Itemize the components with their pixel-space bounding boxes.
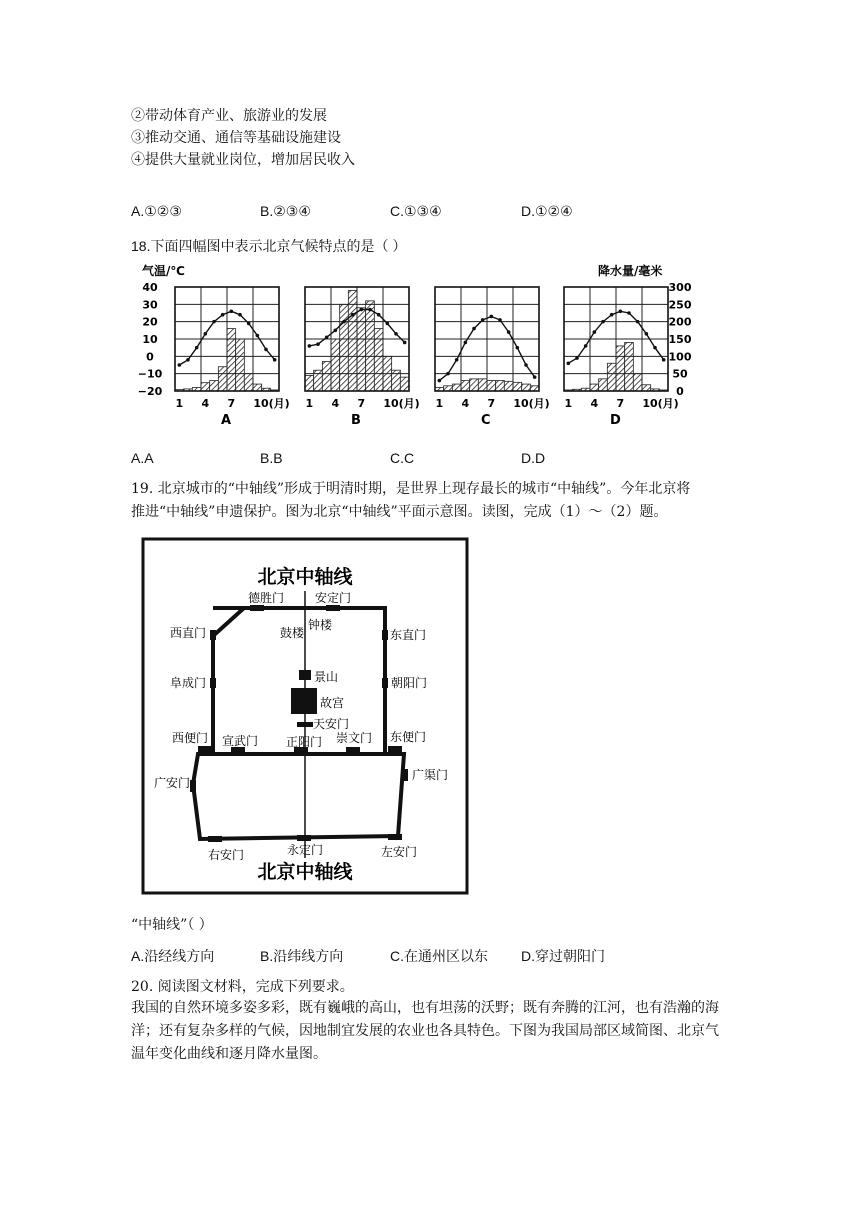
precip-bar [348,290,357,391]
temperature-point [238,313,242,317]
gulou: 鼓楼 [280,626,305,640]
temperature-point [386,322,390,326]
precip-bar [253,384,262,391]
precip-bar [607,363,616,391]
precip-bar [400,377,409,391]
temperature-point [567,361,571,365]
temperature-point [204,332,208,336]
precip-bar [218,367,227,391]
temp-tick-label: 0 [146,350,154,364]
gugong: 故宫 [320,696,345,710]
temperature-point [472,327,476,331]
q18-option-a[interactable]: A.A [131,450,154,466]
precip-bar [590,384,599,391]
month-tick-label: 10(月) [383,397,420,410]
climate-chart-d [564,287,679,428]
month-tick-label: 10(月) [642,397,679,410]
precip-bar [244,374,253,391]
q19-stem-line-1: 19. 北京城市的“中轴线”形成于明清时期，是世界上现存最长的城市“中轴线”。今年北京将 [131,481,691,497]
temperature-point [490,315,494,319]
climate-chart-a [175,287,290,428]
gate-xizhimen: 西直门 [170,626,207,640]
q19-option-d[interactable]: D.穿过朝阳门 [521,948,605,964]
q18-option-b[interactable]: B.B [260,450,283,466]
temperature-point [368,308,372,312]
gate-dongbianmen: 东便门 [390,730,427,744]
temperature-point [394,332,398,336]
temperature-point [230,309,234,313]
month-tick-label: 10(月) [253,397,290,410]
gate-chongwenmen: 崇文门 [336,731,373,745]
temperature-point [334,329,338,333]
precip-bar [210,381,219,391]
month-tick-label: 7 [487,397,496,410]
gate-fuchengmen: 阜成门 [170,676,207,690]
gate-andingmen: 安定门 [315,591,352,605]
q19-option-b[interactable]: B.沿纬线方向 [260,948,344,964]
precip-bar [642,385,651,391]
month-tick-label: 10(月) [513,397,550,410]
q19-option-c[interactable]: C.在通州区以东 [390,948,488,964]
precip-tick-label: 250 [668,298,692,312]
temperature-point [593,330,597,334]
gate-guangqumen: 广渠门 [412,768,449,782]
precip-bar [452,384,461,391]
precip-tick-label: 100 [668,350,692,364]
gate-zuoanmen: 左安门 [381,845,418,859]
temperature-point [533,375,537,379]
gate-yongdingmen: 永定门 [287,843,324,857]
precip-bar [227,329,236,391]
temperature-point [438,379,442,383]
precip-tick-label: 50 [672,367,688,381]
precip-bar [305,375,314,391]
month-tick-label: 1 [564,397,573,410]
temperature-point [627,311,631,315]
chart-label: B [351,413,361,428]
temperature-point [247,322,251,326]
precip-tick-label: 150 [668,333,692,346]
temperature-point [273,358,277,362]
precip-bar [599,379,608,391]
gate-deshengmen: 德胜门 [248,591,285,605]
precip-bar [236,339,245,391]
q17-item-2: ②带动体育产业、旅游业的发展 [131,108,327,124]
precip-bar [470,379,479,391]
month-tick-label: 1 [305,397,314,410]
q17-item-3: ③推动交通、通信等基础设施建设 [131,130,341,146]
q17-option-d[interactable]: D.①②④ [521,203,573,219]
temp-axis-label: 气温/℃ [142,264,185,278]
temperature-point [264,348,268,352]
gate-chaoyangmen: 朝阳门 [391,676,428,690]
temperature-point [178,363,182,367]
temperature-point [636,320,640,324]
temperature-point [212,320,216,324]
precip-bar [496,381,505,391]
month-tick-label: 4 [201,397,210,410]
month-tick-label: 1 [435,397,444,410]
temperature-point [308,344,312,348]
q17-option-c[interactable]: C.①③④ [390,203,442,219]
q18-stem: 18.下面四幅图中表示北京气候特点的是（ ） [131,238,407,254]
temperature-point [524,363,528,367]
climate-chart-c [435,287,550,428]
month-tick-label: 4 [590,397,599,410]
temperature-point [516,346,520,350]
zhonglou: 钟楼 [308,618,333,632]
temperature-point [186,358,190,362]
temperature-point [455,358,459,362]
temp-tick-label: 20 [142,315,158,329]
precip-bar [331,339,340,391]
jingshan: 景山 [314,670,339,684]
q19-option-a[interactable]: A.沿经线方向 [131,948,215,964]
gate-xuanwumen: 宣武门 [222,734,259,748]
temperature-point [325,335,329,339]
precip-bar [478,379,487,391]
gate-xibianmen: 西便门 [172,731,209,745]
month-tick-label: 7 [227,397,236,410]
temp-tick-label: −10 [137,367,163,381]
precip-tick-label: 300 [668,281,692,294]
precip-bar [340,304,349,391]
precip-bar [322,362,331,391]
precip-bar [633,374,642,391]
climate-chart-b [305,287,420,428]
temperature-point [610,313,614,317]
gate-zhengyangmen: 正阳门 [286,735,323,749]
temperature-point [377,313,381,317]
temperature-point [256,334,260,338]
temperature-point [481,318,485,322]
q19-sub-stem: “中轴线”（ ） [131,917,213,933]
temperature-point [316,342,320,346]
gate-dongzhimen: 东直门 [390,628,427,642]
temp-tick-label: 30 [142,298,158,312]
q20-title: 20. 阅读图文材料，完成下列要求。 [131,979,354,995]
precip-tick-label: 200 [668,315,692,329]
temperature-point [662,358,666,362]
precip-bar [625,342,634,391]
precip-bar [201,383,210,391]
month-tick-label: 1 [175,397,184,410]
q19-stem-line-2: 推进“中轴线”申遗保护。图为北京“中轴线”平面示意图。读图，完成（1）～（2）题。 [131,504,668,520]
precip-bar [616,346,625,391]
temp-tick-label: 40 [142,281,158,294]
temperature-point [195,346,199,350]
precip-bar [357,308,366,391]
tiananmen: 天安门 [313,717,350,731]
month-tick-label: 4 [461,397,470,410]
temperature-point [584,344,588,348]
q18-option-d[interactable]: D.D [521,450,546,466]
gate-youanmen: 右安门 [208,848,245,862]
temp-tick-label: −20 [137,385,163,398]
temperature-point [507,330,511,334]
temperature-point [645,332,649,336]
temperature-point [464,341,468,345]
precip-axis-label: 降水量/毫米 [598,264,663,278]
q17-option-b[interactable]: B.②③④ [260,203,311,219]
q18-option-c[interactable]: C.C [390,450,415,466]
beijing-axis-map [140,536,470,896]
forbidden-city-block [291,688,317,714]
precip-bar [461,381,470,391]
temperature-point [619,309,623,313]
gate-guanganmen: 广安门 [154,776,191,790]
temperature-point [221,313,225,317]
precip-bar [522,384,531,391]
temp-tick-label: 10 [142,333,158,346]
temperature-point [653,346,657,350]
map-title-top: 北京中轴线 [257,566,353,588]
temperature-point [342,320,346,324]
chart-label: A [221,413,232,428]
temperature-point [351,313,355,317]
q20-body: 我国的自然环境多姿多彩，既有巍峨的高山，也有坦荡的沃野；既有奔腾的江河，也有浩瀚的海洋；还有复杂多样的气候，因地制宜发展的农业也各具特色。下图为我国局部区域简图、北京气温年变化曲线和逐月降水量图。 [131,1000,719,1062]
temperature-point [403,341,407,345]
temperature-point [601,320,605,324]
temperature-point [446,372,450,376]
month-tick-label: 7 [357,397,366,410]
precip-tick-label: 0 [676,385,684,398]
temperature-point [575,356,579,360]
temperature-point [360,308,364,312]
chart-label: C [481,413,491,428]
precip-bar [504,381,513,391]
q17-item-4: ④提供大量就业岗位，增加居民收入 [131,152,355,168]
map-title-bottom: 北京中轴线 [257,861,353,883]
precip-bar [487,381,496,391]
precip-bar [366,301,375,391]
q17-option-a[interactable]: A.①②③ [131,203,182,219]
chart-label: D [610,413,621,428]
month-tick-label: 7 [616,397,625,410]
precip-bar [513,382,522,391]
precip-bar [374,329,383,391]
climate-charts [130,262,710,432]
month-tick-label: 4 [331,397,340,410]
temperature-point [498,318,502,322]
